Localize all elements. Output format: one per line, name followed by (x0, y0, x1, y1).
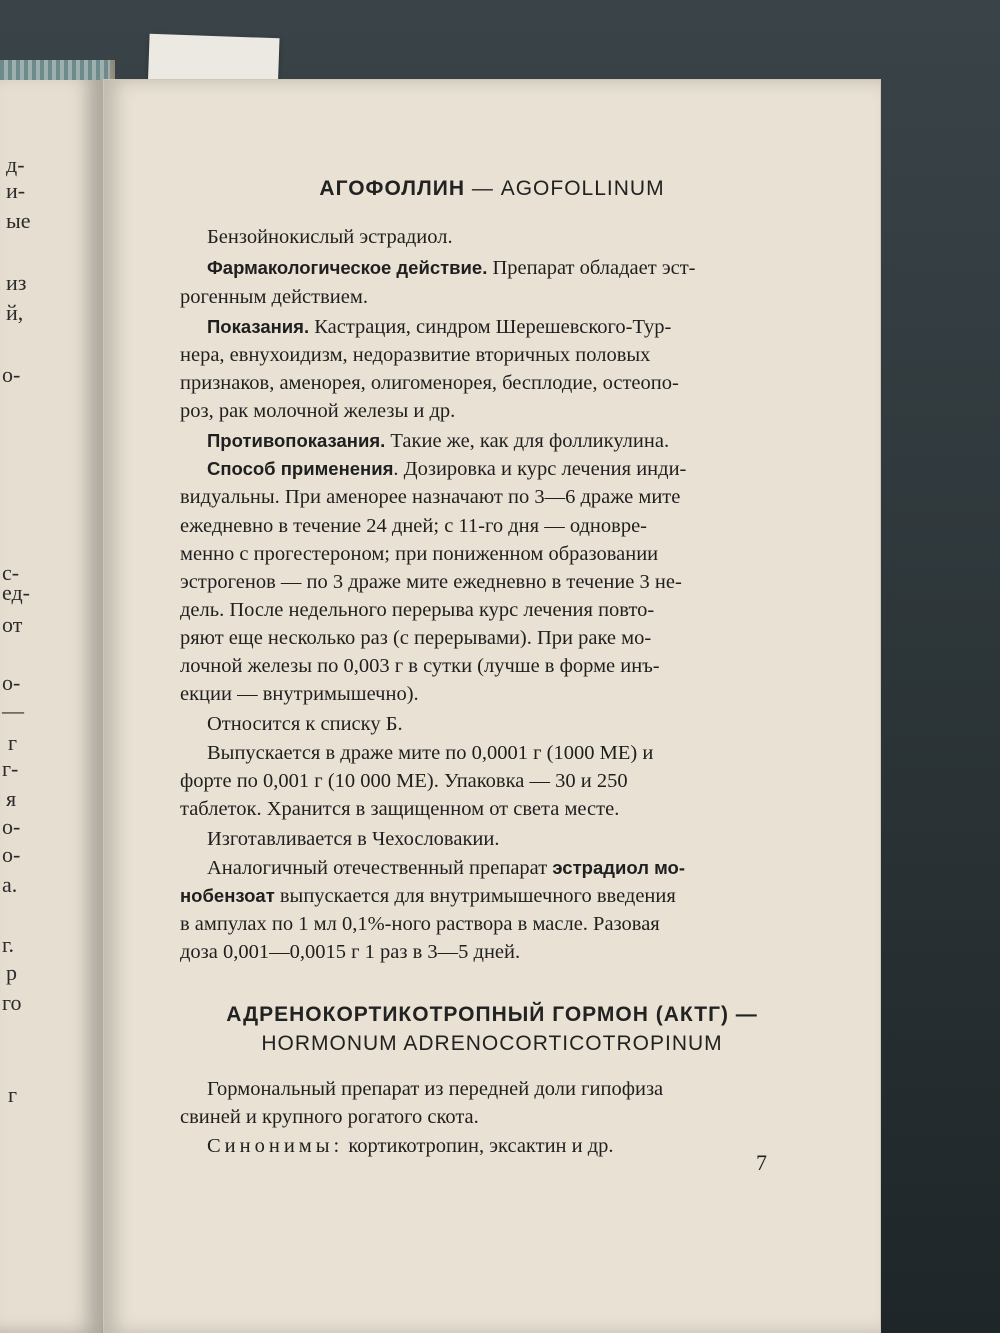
text-line: ежедневно в течение 24 дней; с 11-го дня — одновре- (180, 515, 647, 537)
left-page-fragment: ед- (2, 580, 30, 605)
left-page-fragment: го (2, 990, 22, 1015)
text-fragment: Аналогичный отечественный препарат (207, 857, 548, 879)
text-line: таблеток. Хранится в защищенном от света месте. (180, 798, 620, 820)
text-fragment: Препарат обладает эст- (492, 257, 696, 279)
text-line (180, 882, 676, 910)
text-line (207, 427, 669, 455)
text-line: менно с прогестероном; при пониженном образовании (180, 543, 659, 565)
text-fragment: кортикотропин, эксактин и др. (348, 1135, 614, 1157)
section-heading-actg (104, 1003, 880, 1027)
left-page-fragment: г (8, 1082, 18, 1107)
text-line: Относится к списку Б. (207, 713, 403, 735)
left-page-fragment: а. (2, 872, 18, 897)
text-line: лочной железы по 0,003 г в сутки (лучше в форме инъ- (180, 655, 660, 677)
text-line: Бензойнокислый эстрадиол. (207, 226, 453, 248)
left-page (0, 72, 102, 1333)
text-line: рогенным действием. (180, 286, 368, 308)
text-line: екции — внутримышечно). (180, 683, 419, 705)
left-page-fragment: д- (6, 152, 25, 177)
text-line: роз, рак молочной железы и др. (180, 400, 456, 422)
page-number: 7 (756, 1150, 767, 1175)
text-fragment: . Дозировка и курс лечения инди- (393, 458, 687, 480)
left-page-fragment: о- (2, 842, 21, 867)
left-page-fragment: и- (6, 178, 26, 203)
text-line: признаков, аменорея, олигоменорея, бесплодие, остеопо- (180, 372, 679, 394)
text-fragment: Такие же, как для фолликулина. (390, 430, 670, 452)
text-fragment: Кастрация, синдром Шерешевского-Тур- (314, 316, 672, 338)
page-content (104, 80, 880, 1333)
synonyms-label: Синонимы: (207, 1135, 344, 1157)
text-line (207, 1132, 614, 1160)
term-label: Фармакологическое действие. (207, 257, 488, 278)
text-fragment: выпускается для внутримышечного введения (279, 885, 676, 907)
text-line: в ампулах по 1 мл 0,1%-ного раствора в масле. Разовая (180, 913, 660, 935)
text-line: дель. После недельного перерыва курс лечения повто- (180, 599, 655, 621)
heading-separator: — (471, 177, 494, 200)
left-page-fragment: от (2, 612, 23, 637)
text-line: Выпускается в драже мите по 0,0001 г (1000 МЕ) и (207, 742, 654, 764)
text-line: Изготавливается в Чехословакии. (207, 828, 500, 850)
heading-title-ru: АГОФОЛЛИН (319, 177, 466, 200)
heading-title-latin: AGOFOLLINUM (500, 177, 665, 200)
left-page-fragment: ые (6, 208, 31, 233)
text-line: ряют еще несколько раз (с перерывами). При раке мо- (180, 627, 652, 649)
left-page-fragment: о- (2, 670, 21, 695)
text-line (207, 455, 686, 483)
text-line (207, 254, 696, 282)
left-page-fragment: я (6, 786, 17, 811)
text-line: видуальны. При аменорее назначают по 3—6 драже мите (180, 486, 681, 508)
text-line (207, 854, 685, 882)
text-line (207, 313, 671, 341)
left-page-fragment: — (2, 698, 24, 723)
book-binding (0, 60, 110, 80)
text-line: нера, евнухоидизм, недоразвитие вторичных половых (180, 344, 651, 366)
left-page-fragment: г. (2, 932, 15, 957)
left-page-fragment: из (6, 270, 27, 295)
term-label: нобензоат (180, 885, 275, 906)
heading-title-latin: HORMONUM ADRENOCORTICOTROPINUM (261, 1032, 723, 1055)
left-page-fragment: о- (2, 362, 21, 387)
left-page-fragment: й, (6, 300, 24, 325)
text-line: доза 0,001—0,0015 г 1 раз в 3—5 дней. (180, 941, 521, 963)
text-line: эстрогенов — по 3 драже мите ежедневно в течение 3 не- (180, 571, 682, 593)
left-page-fragment: р (6, 960, 17, 985)
term-label: Противопоказания. (207, 430, 386, 451)
term-label: Способ применения (207, 458, 394, 479)
section-heading-agofollin (104, 177, 880, 201)
text-line: форте по 0,001 г (10 000 МЕ). Упаковка — 30 и 250 (180, 770, 628, 792)
left-page-fragment: г (8, 730, 18, 755)
text-line: свиней и крупного рогатого скота. (180, 1106, 479, 1128)
left-page-fragment: о- (2, 814, 21, 839)
heading-title-ru: АДРЕНОКОРТИКОТРОПНЫЙ ГОРМОН (АКТГ) — (226, 1003, 758, 1026)
left-page-fragment: с- (2, 560, 20, 585)
left-page-fragment: г- (2, 756, 19, 781)
section-subheading-actg (104, 1032, 880, 1056)
book-page (104, 80, 880, 1333)
term-label: эстрадиол мо- (552, 857, 685, 878)
term-label: Показания. (207, 316, 310, 337)
text-line: Гормональный препарат из передней доли гипофиза (207, 1078, 664, 1100)
